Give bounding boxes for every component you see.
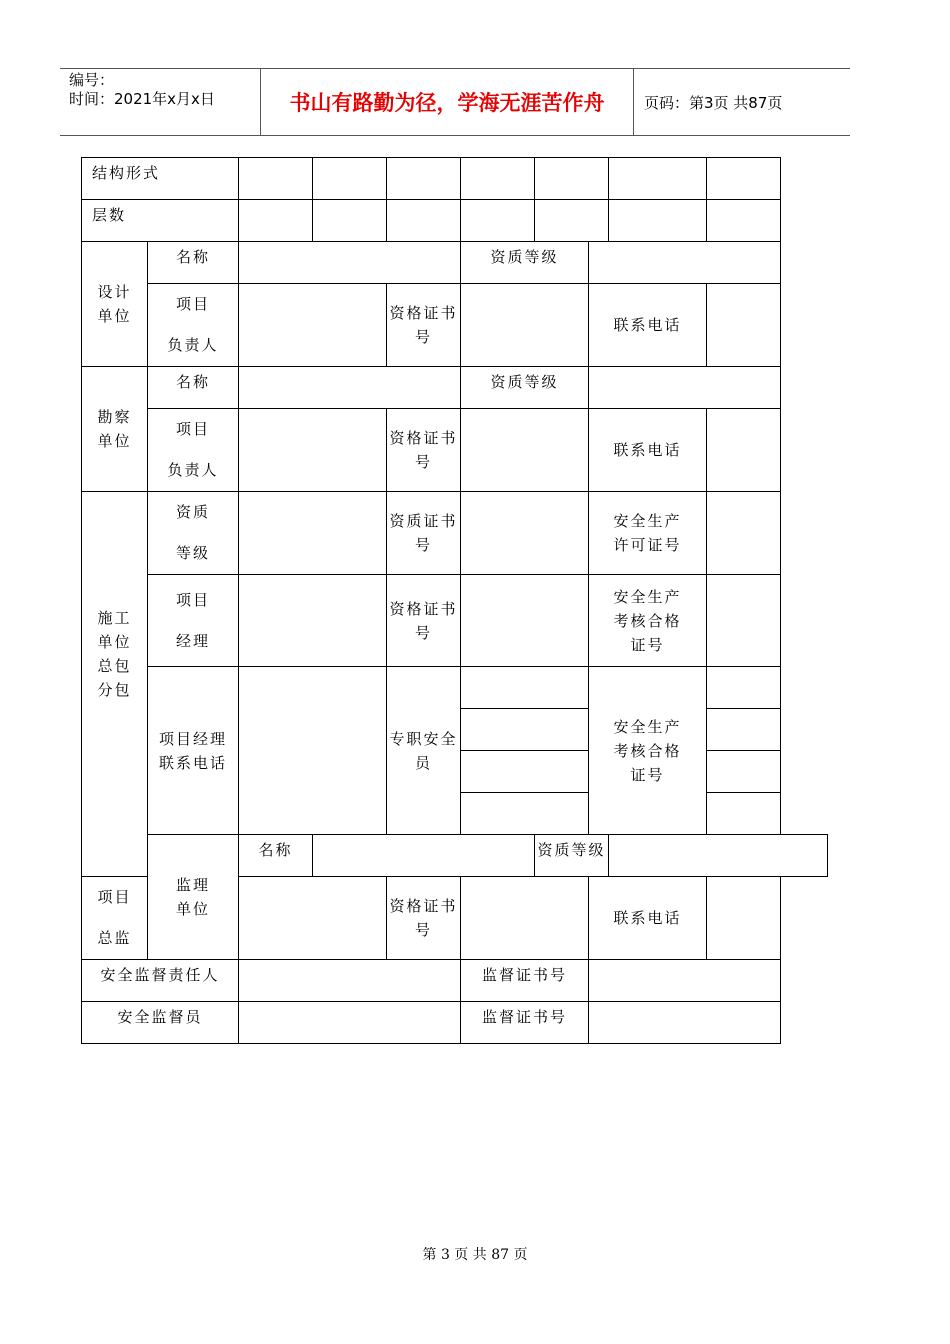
row-structure-form (82, 158, 828, 200)
name-label: 名称 (148, 242, 239, 284)
safety-sup-responsible-value[interactable] (239, 960, 461, 1002)
structure-cell[interactable] (535, 158, 609, 200)
row-survey-name (82, 367, 828, 409)
structure-cell[interactable] (387, 158, 461, 200)
officer-assess-value[interactable] (707, 709, 781, 751)
manager-cert-value[interactable] (461, 575, 589, 667)
row-construction-qual (82, 492, 828, 575)
pm-phone-value[interactable] (239, 667, 387, 835)
chief-supervisor-label: 项目 总监 (82, 877, 148, 960)
safety-license-label: 安全生产许可证号 (589, 492, 707, 575)
number-label: 编号： (69, 71, 115, 89)
safety-officer-value[interactable] (461, 709, 589, 751)
header-meta (60, 69, 261, 135)
contact-phone-label: 联系电话 (589, 877, 707, 960)
project-leader-label: 项目 负责人 (148, 409, 239, 492)
chief-cert-value[interactable] (461, 877, 589, 960)
project-manager-label: 项目 经理 (148, 575, 239, 667)
sup-cert-no-value[interactable] (589, 960, 781, 1002)
name-label: 名称 (148, 367, 239, 409)
time-label: 时间：2021年x月x日 (69, 90, 215, 108)
row-safety-sup-responsible (82, 960, 828, 1002)
row-construction-manager (82, 575, 828, 667)
safety-assess-label: 安全生产考核合格证号 (589, 667, 707, 835)
page-header (60, 68, 850, 136)
contact-phone-label: 联系电话 (589, 284, 707, 367)
floors-cell[interactable] (535, 200, 609, 242)
floors-label: 层数 (82, 200, 239, 242)
structure-cell[interactable] (239, 158, 313, 200)
design-cert-value[interactable] (461, 284, 589, 367)
row-supervision-name (82, 835, 828, 877)
officer-assess-value[interactable] (707, 667, 781, 709)
manager-value[interactable] (239, 575, 387, 667)
survey-name-value[interactable] (239, 367, 461, 409)
registration-form (81, 157, 828, 1044)
header-page-code: 页码：第3页 共87页 (644, 93, 783, 112)
design-name-value[interactable] (239, 242, 461, 284)
contact-phone-label: 联系电话 (589, 409, 707, 492)
safety-license-value[interactable] (707, 492, 781, 575)
construction-unit-label: 施工单位总包分包 (82, 492, 148, 877)
design-leader-value[interactable] (239, 284, 387, 367)
qual-cert-no-label: 资格证书号 (387, 877, 461, 960)
structure-cell[interactable] (313, 158, 387, 200)
pm-phone-label: 项目经理联系电话 (148, 667, 239, 835)
row-design-name (82, 242, 828, 284)
design-qual-level-value[interactable] (589, 242, 781, 284)
structure-cell[interactable] (461, 158, 535, 200)
design-phone-value[interactable] (707, 284, 781, 367)
structure-cell[interactable] (609, 158, 707, 200)
floors-cell[interactable] (609, 200, 707, 242)
row-design-leader (82, 284, 828, 367)
safety-assess-label: 安全生产考核合格证号 (589, 575, 707, 667)
cons-qual-cert-value[interactable] (461, 492, 589, 575)
row-safety-supervisor (82, 1002, 828, 1044)
sup-cert-no-label: 监督证书号 (461, 960, 589, 1002)
row-safety-officer-1 (82, 667, 828, 709)
survey-leader-value[interactable] (239, 409, 387, 492)
design-unit-label: 设计单位 (82, 242, 148, 367)
row-floors (82, 200, 828, 242)
sup-cert-no-label: 监督证书号 (461, 1002, 589, 1044)
qual-cert-no-label: 资格证书号 (387, 409, 461, 492)
chief-phone-value[interactable] (707, 877, 781, 960)
floors-cell[interactable] (387, 200, 461, 242)
floors-cell[interactable] (313, 200, 387, 242)
structure-form-label: 结构形式 (82, 158, 239, 200)
supervision-name-value[interactable] (313, 835, 535, 877)
qual-level-label: 资质等级 (535, 835, 609, 877)
manager-assess-value[interactable] (707, 575, 781, 667)
header-motto: 书山有路勤为径，学海无涯苦作舟 (261, 69, 634, 135)
safety-officer-value[interactable] (461, 667, 589, 709)
floors-cell[interactable] (461, 200, 535, 242)
safety-supervisor-value[interactable] (239, 1002, 461, 1044)
supervision-unit-label: 监理单位 (148, 835, 239, 960)
officer-assess-value[interactable] (707, 751, 781, 793)
qual-cert-no-label: 资格证书号 (387, 575, 461, 667)
survey-qual-level-value[interactable] (589, 367, 781, 409)
chief-supervisor-value[interactable] (239, 877, 387, 960)
cons-qual-value[interactable] (239, 492, 387, 575)
supervision-qual-level-value[interactable] (609, 835, 828, 877)
officer-assess-value[interactable] (707, 793, 781, 835)
floors-cell[interactable] (239, 200, 313, 242)
name-label: 名称 (239, 835, 313, 877)
safety-officer-value[interactable] (461, 793, 589, 835)
qual-certificate-no-label: 资质证书号 (387, 492, 461, 575)
qual-cert-no-label: 资格证书号 (387, 284, 461, 367)
cons-qual-label: 资质 等级 (148, 492, 239, 575)
safety-officer-value[interactable] (461, 751, 589, 793)
survey-phone-value[interactable] (707, 409, 781, 492)
safety-supervisor-label: 安全监督员 (82, 1002, 239, 1044)
project-leader-label: 项目 负责人 (148, 284, 239, 367)
row-survey-leader (82, 409, 828, 492)
structure-cell[interactable] (707, 158, 781, 200)
floors-cell[interactable] (707, 200, 781, 242)
qual-level-label: 资质等级 (461, 242, 589, 284)
qual-level-label: 资质等级 (461, 367, 589, 409)
safety-officer-label: 专职安全员 (387, 667, 461, 835)
sup-cert-no-value[interactable] (589, 1002, 781, 1044)
survey-unit-label: 勘察单位 (82, 367, 148, 492)
page-footer: 第 3 页 共 87 页 (422, 1247, 528, 1263)
safety-sup-responsible-label: 安全监督责任人 (82, 960, 239, 1002)
survey-cert-value[interactable] (461, 409, 589, 492)
